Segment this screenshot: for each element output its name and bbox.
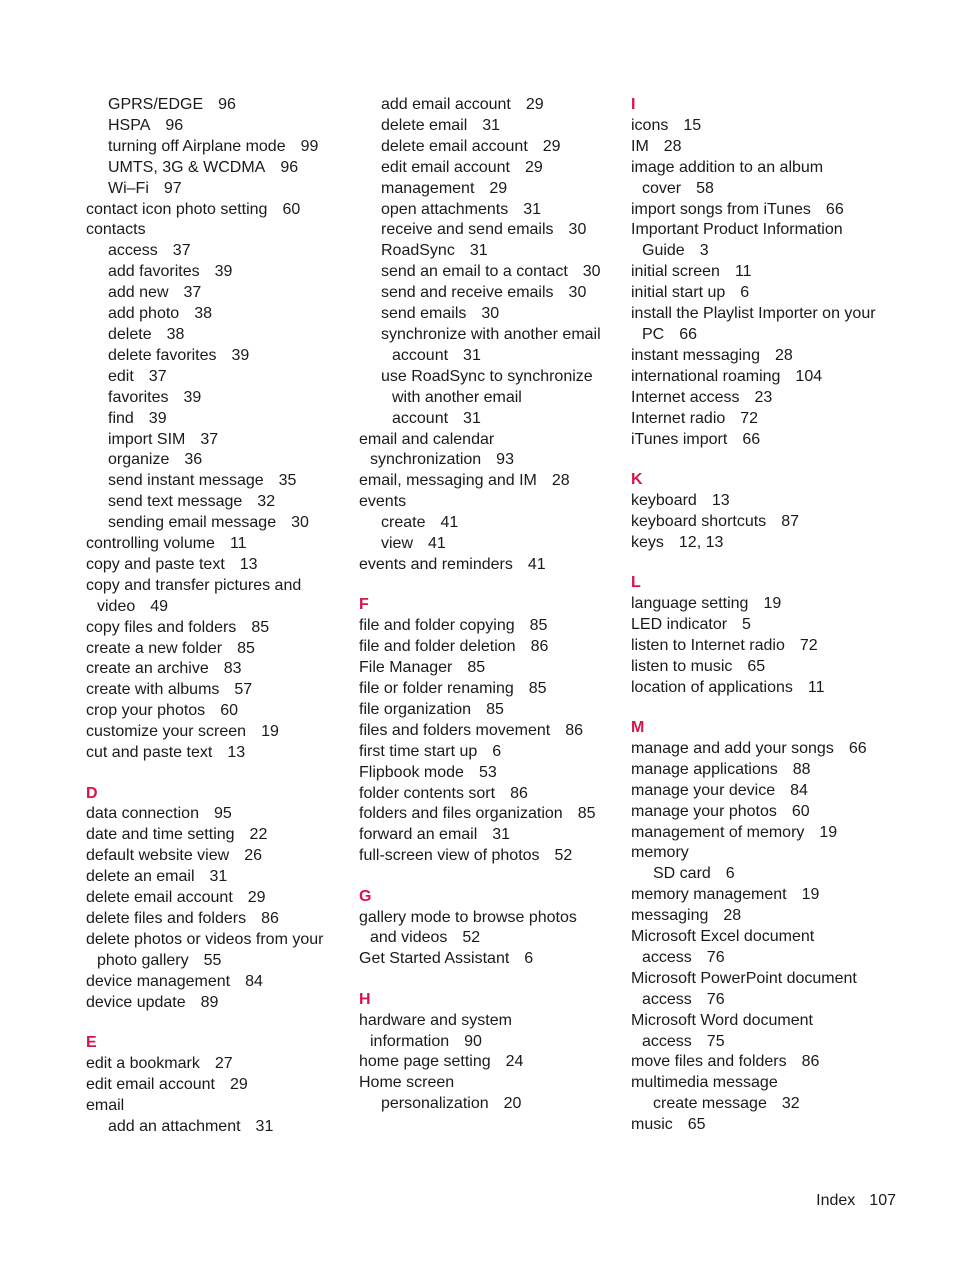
section-gap xyxy=(86,1013,336,1033)
index-entry: listen to music 65 xyxy=(631,657,766,675)
index-entry: delete an email 31 xyxy=(86,868,228,886)
index-column-3 xyxy=(631,95,891,1136)
index-entry: iTunes import 66 xyxy=(631,430,761,448)
index-entry: file organization 85 xyxy=(359,700,504,718)
page-number: 107 xyxy=(869,1192,896,1209)
index-entry: contact icon photo setting 60 xyxy=(86,200,301,218)
section-letter: G xyxy=(359,887,372,905)
index-entry: initial start up 6 xyxy=(631,284,750,302)
index-subentry: Wi–Fi 97 xyxy=(108,179,182,197)
index-subentry: synchronize with another email xyxy=(381,325,601,343)
index-entry: device management 84 xyxy=(86,972,263,990)
index-entry: memory xyxy=(631,844,689,862)
index-entry: device update 89 xyxy=(86,993,219,1011)
index-column-2 xyxy=(359,95,614,1115)
section-letter: L xyxy=(631,574,641,592)
index-subentry: favorites 39 xyxy=(108,388,202,406)
section-letter: E xyxy=(86,1033,97,1051)
index-subentry: add an attachment 31 xyxy=(108,1117,274,1135)
index-entry: manage your photos 60 xyxy=(631,802,810,820)
index-entry: listen to Internet radio 72 xyxy=(631,636,818,654)
index-entry: File Manager 85 xyxy=(359,659,486,677)
index-entry: edit email account 29 xyxy=(86,1075,248,1093)
index-subentry: delete email account 29 xyxy=(381,137,561,155)
index-entry: language setting 19 xyxy=(631,594,782,612)
index-subentry: access 76 xyxy=(642,948,725,966)
index-entry: file and folder copying 85 xyxy=(359,617,548,635)
index-entry: LED indicator 5 xyxy=(631,615,751,633)
index-entry: data connection 95 xyxy=(86,805,232,823)
index-entry: customize your screen 19 xyxy=(86,723,279,741)
index-entry: management of memory 19 xyxy=(631,823,838,841)
index-entry: initial screen 11 xyxy=(631,263,752,281)
index-entry: manage and add your songs 66 xyxy=(631,739,867,757)
index-entry: folders and files organization 85 xyxy=(359,805,596,823)
index-subentry: add new 37 xyxy=(108,284,202,302)
index-subentry: edit 37 xyxy=(108,367,167,385)
index-entry: create with albums 57 xyxy=(86,681,253,699)
index-subentry: access 76 xyxy=(642,990,725,1008)
index-subentry: send an email to a contact 30 xyxy=(381,263,601,281)
index-subentry: send text message 32 xyxy=(108,493,276,511)
index-subentry: send instant message 35 xyxy=(108,472,297,490)
index-entry: file or folder renaming 85 xyxy=(359,679,547,697)
index-entry: delete files and folders 86 xyxy=(86,909,279,927)
index-entry: keys 12, 13 xyxy=(631,533,724,551)
index-entry: icons 15 xyxy=(631,116,702,134)
index-entry: copy and paste text 13 xyxy=(86,555,258,573)
index-entry: international roaming 104 xyxy=(631,367,823,385)
index-entry: email and calendar xyxy=(359,430,495,448)
index-subentry: account 31 xyxy=(392,346,481,364)
index-subentry: delete favorites 39 xyxy=(108,346,250,364)
index-subentry: import SIM 37 xyxy=(108,430,219,448)
index-subentry: create 41 xyxy=(381,514,459,532)
index-subentry: open attachments 31 xyxy=(381,200,541,218)
index-subentry: delete 38 xyxy=(108,325,185,343)
index-subentry: Guide 3 xyxy=(642,242,709,260)
index-entry: image addition to an album xyxy=(631,158,824,176)
index-entry: controlling volume 11 xyxy=(86,535,247,553)
index-entry: cut and paste text 13 xyxy=(86,744,246,762)
section-gap xyxy=(86,764,336,784)
index-entry: file and folder deletion 86 xyxy=(359,638,549,656)
index-entry: install the Playlist Importer on your xyxy=(631,305,876,323)
index-entry: first time start up 6 xyxy=(359,742,502,760)
index-entry: manage your device 84 xyxy=(631,781,808,799)
index-entry: folder contents sort 86 xyxy=(359,784,528,802)
index-subentry: management 29 xyxy=(381,179,508,197)
index-entry: email xyxy=(86,1096,125,1114)
index-entry: delete photos or videos from your xyxy=(86,930,324,948)
index-subentry: turning off Airplane mode 99 xyxy=(108,137,319,155)
index-entry: Internet access 23 xyxy=(631,388,773,406)
section-letter: F xyxy=(359,596,369,614)
index-entry: Microsoft Word document xyxy=(631,1011,813,1029)
section-letter: H xyxy=(359,990,371,1008)
index-subentry: RoadSync 31 xyxy=(381,242,488,260)
index-subentry: receive and send emails 30 xyxy=(381,221,587,239)
index-entry: events xyxy=(359,493,407,511)
index-subentry: delete email 31 xyxy=(381,116,501,134)
index-entry: Important Product Information xyxy=(631,221,843,239)
page-footer xyxy=(816,1192,896,1210)
index-entry: create an archive 83 xyxy=(86,660,242,678)
section-letter: I xyxy=(631,96,636,113)
index-subentry: sending email message 30 xyxy=(108,514,309,532)
index-entry: Get Started Assistant 6 xyxy=(359,950,534,968)
index-entry: music 65 xyxy=(631,1116,706,1134)
index-subentry: HSPA 96 xyxy=(108,116,184,134)
index-entry: edit a bookmark 27 xyxy=(86,1054,233,1072)
index-subentry: edit email account 29 xyxy=(381,158,543,176)
index-subentry: synchronization 93 xyxy=(370,451,514,469)
section-letter: M xyxy=(631,718,645,736)
index-entry: move files and folders 86 xyxy=(631,1053,820,1071)
index-entry: multimedia message xyxy=(631,1074,778,1092)
index-subentry: information 90 xyxy=(370,1032,482,1050)
index-subentry: access 75 xyxy=(642,1032,725,1050)
index-subentry: SD card 6 xyxy=(653,865,735,883)
footer-label: Index xyxy=(816,1192,856,1209)
section-letter: D xyxy=(86,784,98,802)
index-entry: default website view 26 xyxy=(86,847,262,865)
index-entry: full-screen view of photos 52 xyxy=(359,847,573,865)
index-entry: memory management 19 xyxy=(631,886,820,904)
index-entry: location of applications 11 xyxy=(631,678,825,696)
index-entry: Flipbook mode 53 xyxy=(359,763,497,781)
index-entry: keyboard shortcuts 87 xyxy=(631,512,799,530)
section-gap xyxy=(631,450,891,470)
index-subentry: and videos 52 xyxy=(370,929,481,947)
index-entry: Home screen xyxy=(359,1074,455,1092)
index-subentry: GPRS/EDGE 96 xyxy=(108,96,236,113)
index-entry: events and reminders 41 xyxy=(359,555,546,573)
index-subentry: with another email xyxy=(392,388,522,406)
index-subentry: PC 66 xyxy=(642,325,698,343)
index-entry: copy and transfer pictures and xyxy=(86,576,302,594)
index-entry: copy files and folders 85 xyxy=(86,618,270,636)
index-subentry: access 37 xyxy=(108,242,191,260)
index-subentry: photo gallery 55 xyxy=(97,951,222,969)
index-entry: email, messaging and IM 28 xyxy=(359,472,570,490)
section-gap xyxy=(631,554,891,574)
index-subentry: create message 32 xyxy=(653,1095,800,1113)
index-entry: Internet radio 72 xyxy=(631,409,759,427)
index-subentry: cover 58 xyxy=(642,179,714,197)
index-subentry: send emails 30 xyxy=(381,305,500,323)
index-subentry: personalization 20 xyxy=(381,1095,522,1113)
index-entry: forward an email 31 xyxy=(359,826,511,844)
section-gap xyxy=(359,576,614,596)
index-entry: keyboard 13 xyxy=(631,491,730,509)
index-entry: messaging 28 xyxy=(631,907,742,925)
index-entry: create a new folder 85 xyxy=(86,639,255,657)
index-entry: Microsoft PowerPoint document xyxy=(631,969,857,987)
index-entry: gallery mode to browse photos xyxy=(359,908,577,926)
index-entry: IM 28 xyxy=(631,137,682,155)
index-entry: date and time setting 22 xyxy=(86,826,268,844)
index-subentry: send and receive emails 30 xyxy=(381,284,587,302)
index-subentry: video 49 xyxy=(97,597,169,615)
index-entry: Microsoft Excel document xyxy=(631,928,815,946)
index-entry: delete email account 29 xyxy=(86,889,266,907)
index-entry: crop your photos 60 xyxy=(86,702,238,720)
index-entry: contacts xyxy=(86,221,146,239)
index-subentry: add email account 29 xyxy=(381,96,544,113)
section-gap xyxy=(359,970,614,990)
index-subentry: UMTS, 3G & WCDMA 96 xyxy=(108,158,299,176)
index-subentry: use RoadSync to synchronize xyxy=(381,367,593,385)
index-subentry: view 41 xyxy=(381,535,446,553)
index-entry: home page setting 24 xyxy=(359,1053,524,1071)
index-entry: manage applications 88 xyxy=(631,760,811,778)
index-subentry: add favorites 39 xyxy=(108,263,233,281)
index-subentry: add photo 38 xyxy=(108,305,212,323)
index-subentry: organize 36 xyxy=(108,451,203,469)
index-entry: hardware and system xyxy=(359,1011,512,1029)
section-gap xyxy=(631,698,891,718)
index-entry: import songs from iTunes 66 xyxy=(631,200,844,218)
index-subentry: find 39 xyxy=(108,409,167,427)
index-subentry: account 31 xyxy=(392,409,481,427)
index-column-1 xyxy=(86,95,336,1138)
index-entry: instant messaging 28 xyxy=(631,346,793,364)
section-gap xyxy=(359,867,614,887)
section-letter: K xyxy=(631,470,643,488)
index-entry: files and folders movement 86 xyxy=(359,721,583,739)
